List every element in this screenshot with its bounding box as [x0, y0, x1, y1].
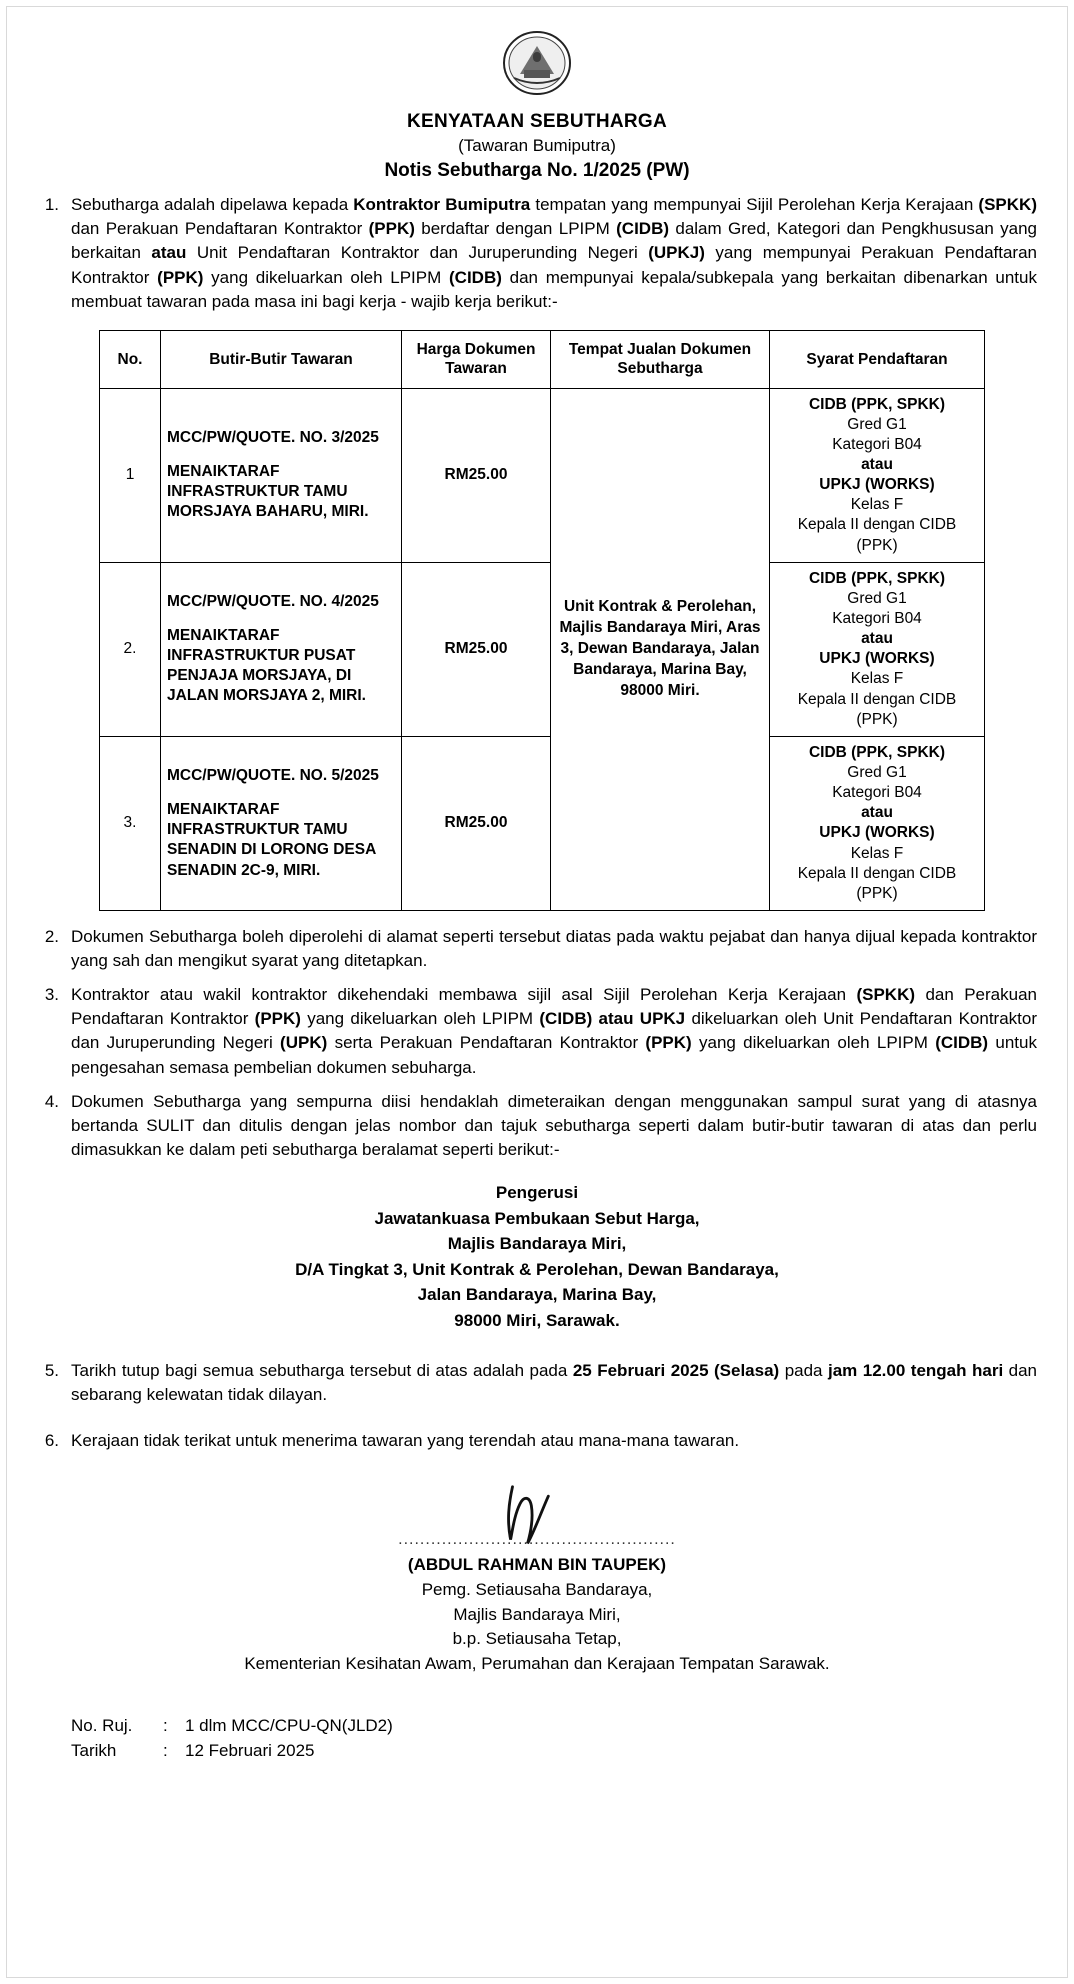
- row-2-no: 2.: [100, 562, 161, 736]
- row-1-description: MENAIKTARAF INFRASTRUKTUR TAMU MORSJAYA BAHARU, MIRI.: [167, 463, 369, 521]
- th-no: No.: [100, 330, 161, 388]
- row-2-req-2: Gred G1: [847, 589, 907, 607]
- clause-2-number: 2.: [44, 926, 59, 946]
- row-1-req-4: atau: [861, 456, 893, 474]
- clause-4-text: Dokumen Sebutharga yang sempurna diisi hendaklah dimeteraikan dengan menggunakan sampul surat yang di atasnya bertanda SULIT dan ditulis dengan jelas nombor dan tajuk sebutharga seperti dalam butir-butir tawaran di atas dan perlu dimasukkan ke dalam peti sebutharga beralamat seperti berikut:-: [71, 1091, 1037, 1159]
- row-3-req-4: atau: [861, 804, 893, 822]
- reference-row: [71, 1713, 1037, 1739]
- row-1-req-1: CIDB (PPK, SPKK): [808, 395, 946, 413]
- row-3-req-5: UPKJ (WORKS): [819, 824, 935, 842]
- crest-container: [37, 26, 1037, 105]
- row-3-req-2: Gred G1: [847, 763, 907, 781]
- row-1-no: 1: [100, 388, 161, 562]
- row-3-item: [161, 736, 402, 910]
- row-1-price: RM25.00: [402, 388, 551, 562]
- clause-5-number: 5.: [44, 1361, 59, 1381]
- row-1-req-5: UPKJ (WORKS): [819, 476, 935, 494]
- row-1-req-2: Gred G1: [847, 415, 907, 433]
- signatory-title-2: Majlis Bandaraya Miri,: [453, 1604, 621, 1624]
- row-1-requirements: [770, 388, 985, 562]
- clause-6: [37, 1429, 1037, 1453]
- signatory-title-4: Kementerian Kesihatan Awam, Perumahan dan Kerajaan Tempatan Sarawak.: [244, 1654, 830, 1674]
- date-row: [71, 1738, 1037, 1764]
- clause-4-number: 4.: [44, 1091, 59, 1111]
- date-value: 12 Februari 2025: [185, 1741, 315, 1761]
- table-row: [100, 736, 985, 910]
- row-2-req-5: UPKJ (WORKS): [819, 650, 935, 668]
- signatory-title-3: b.p. Setiausaha Tetap,: [452, 1629, 622, 1649]
- row-3-req-7: Kepala II dengan CIDB: [797, 864, 957, 882]
- row-3-req-8: (PPK): [856, 884, 898, 902]
- clause-3: [37, 983, 1037, 1080]
- row-2-item: [161, 562, 402, 736]
- clause-3-number: 3.: [44, 985, 59, 1005]
- table-row: [100, 388, 985, 562]
- clause-1-text: Sebutharga adalah dipelawa kepada Kontraktor Bumiputra tempatan yang mempunyai Sijil Perolehan Kerja Kerajaan (SPKK) dan Perakuan Pendaftaran Kontraktor (PPK) berdaftar dengan LPIPM (CIDB) dalam Gred, Kategori dan Pengkhususan yang berkaitan atau Unit Pendaftaran Kontraktor dan Juruperunding Negeri (UPKJ) yang mempunyai Perakuan Pendaftaran Kontraktor (PPK) yang dikeluarkan oleh LPIPM (CIDB) dan mempunyai kepala/subkepala yang berkaitan dibenarkan untuk membuat tawaran pada masa ini bagi kerja - wajib kerja berikut:-: [71, 195, 1037, 311]
- submission-address-block: [37, 1180, 1037, 1333]
- clause-4: [37, 1090, 1037, 1162]
- row-2-quote-no: MCC/PW/QUOTE. NO. 4/2025: [167, 592, 379, 610]
- address-line-2: Jawatankuasa Pembukaan Sebut Harga,: [374, 1208, 700, 1228]
- row-2-req-3: Kategori B04: [832, 610, 922, 627]
- row-3-description: MENAIKTARAF INFRASTRUKTUR TAMU SENADIN DI LORONG DESA SENADIN 2C-9, MIRI.: [167, 801, 376, 879]
- tender-table-body: [100, 388, 985, 910]
- coat-of-arms-icon: [500, 26, 574, 100]
- address-line-1: Pengerusi: [495, 1183, 579, 1203]
- row-1-req-8: (PPK): [856, 536, 898, 554]
- clause-2-text: Dokumen Sebutharga boleh diperolehi di alamat seperti tersebut diatas pada waktu pejabat dan hanya dijual kepada kontraktor yang sah dan mengikut syarat yang ditetapkan.: [71, 926, 1037, 971]
- address-line-4: D/A Tingkat 3, Unit Kontrak & Perolehan, Dewan Bandaraya,: [295, 1259, 779, 1279]
- row-2-req-4: atau: [861, 630, 893, 648]
- th-requirements: Syarat Pendaftaran: [770, 330, 985, 388]
- address-line-3: Majlis Bandaraya Miri,: [447, 1234, 627, 1254]
- clause-6-number: 6.: [44, 1431, 59, 1451]
- reference-colon: :: [163, 1715, 168, 1735]
- row-1-item: [161, 388, 402, 562]
- signatory-title-1: Pemg. Setiausaha Bandaraya,: [421, 1580, 653, 1600]
- date-colon: :: [163, 1741, 168, 1761]
- clause-5: [37, 1359, 1037, 1407]
- clause-1: [37, 193, 1037, 314]
- row-2-price: RM25.00: [402, 562, 551, 736]
- row-3-quote-no: MCC/PW/QUOTE. NO. 5/2025: [167, 767, 379, 785]
- signature-area: [37, 1483, 1037, 1676]
- row-1-req-3: Kategori B04: [832, 435, 922, 453]
- row-2-description: MENAIKTARAF INFRASTRUKTUR PUSAT PENJAJA MORSJAYA, DI JALAN MORSJAYA 2, MIRI.: [167, 627, 366, 705]
- table-header-row: [100, 330, 985, 388]
- address-line-6: 98000 Miri, Sarawak.: [454, 1310, 620, 1330]
- page-title: KENYATAAN SEBUTHARGA: [406, 111, 668, 132]
- row-2-req-7: Kepala II dengan CIDB: [797, 690, 957, 708]
- document-title-block: [37, 109, 1037, 183]
- signatory-details: [37, 1553, 1037, 1676]
- row-3-req-3: Kategori B04: [832, 784, 922, 802]
- sales-location-cell: Unit Kontrak & Perolehan, Majlis Bandaraya Miri, Aras 3, Dewan Bandaraya, Jalan Bandaraya, Marina Bay, 98000 Miri.: [551, 388, 770, 910]
- row-2-req-1: CIDB (PPK, SPKK): [808, 569, 946, 587]
- address-line-5: Jalan Bandaraya, Marina Bay,: [417, 1285, 657, 1305]
- reference-value: 1 dlm MCC/CPU-QN(JLD2): [185, 1715, 393, 1735]
- title-subtitle: (Tawaran Bumiputra): [458, 135, 616, 155]
- tender-table-container: [99, 330, 1005, 911]
- row-3-req-6: Kelas F: [850, 844, 904, 862]
- reference-block: [71, 1713, 1037, 1764]
- row-3-price: RM25.00: [402, 736, 551, 910]
- date-label: Tarikh: [71, 1741, 117, 1761]
- signatory-name: (ABDUL RAHMAN BIN TAUPEK): [407, 1555, 667, 1575]
- table-row: [100, 562, 985, 736]
- row-2-req-6: Kelas F: [850, 670, 904, 688]
- tender-table: [99, 330, 985, 911]
- notice-number: Notis Sebutharga No. 1/2025 (PW): [384, 159, 690, 181]
- document-content: [37, 26, 1037, 1764]
- clause-1-number: 1.: [44, 195, 59, 215]
- th-place: Tempat Jualan Dokumen Sebutharga: [551, 330, 770, 388]
- row-1-quote-no: MCC/PW/QUOTE. NO. 3/2025: [167, 428, 379, 446]
- signature-line: ...................................................: [398, 1531, 676, 1549]
- clause-2: [37, 925, 1037, 973]
- row-3-requirements: [770, 736, 985, 910]
- reference-label: No. Ruj.: [71, 1715, 133, 1735]
- th-item: Butir-Butir Tawaran: [161, 330, 402, 388]
- row-2-req-8: (PPK): [856, 710, 898, 728]
- row-1-req-6: Kelas F: [850, 496, 904, 514]
- row-1-req-7: Kepala II dengan CIDB: [797, 516, 957, 534]
- row-3-no: 3.: [100, 736, 161, 910]
- tender-table-head: [100, 330, 985, 388]
- row-2-requirements: [770, 562, 985, 736]
- clause-5-text: Tarikh tutup bagi semua sebutharga tersebut di atas adalah pada 25 Februari 2025 (Selasa) pada jam 12.00 tengah hari dan sebarang kelewatan tidak dilayan.: [71, 1361, 1038, 1405]
- clause-3-text: Kontraktor atau wakil kontraktor dikehendaki membawa sijil asal Sijil Perolehan Kerja Kerajaan (SPKK) dan Perakuan Pendaftaran Kontraktor (PPK) yang dikeluarkan oleh LPIPM (CIDB) atau UPKJ dikeluarkan oleh Unit Pendaftaran Kontraktor dan Juruperunding Negeri (UPK) serta Perakuan Pendaftaran Kontraktor (PPK) yang dikeluarkan oleh LPIPM (CIDB) untuk pengesahan semasa pembelian dokumen sebuharga.: [71, 985, 1037, 1077]
- clause-6-text: Kerajaan tidak terikat untuk menerima tawaran yang terendah atau mana-mana tawaran.: [71, 1431, 740, 1451]
- th-price: Harga Dokumen Tawaran: [402, 330, 551, 388]
- row-3-req-1: CIDB (PPK, SPKK): [808, 743, 946, 761]
